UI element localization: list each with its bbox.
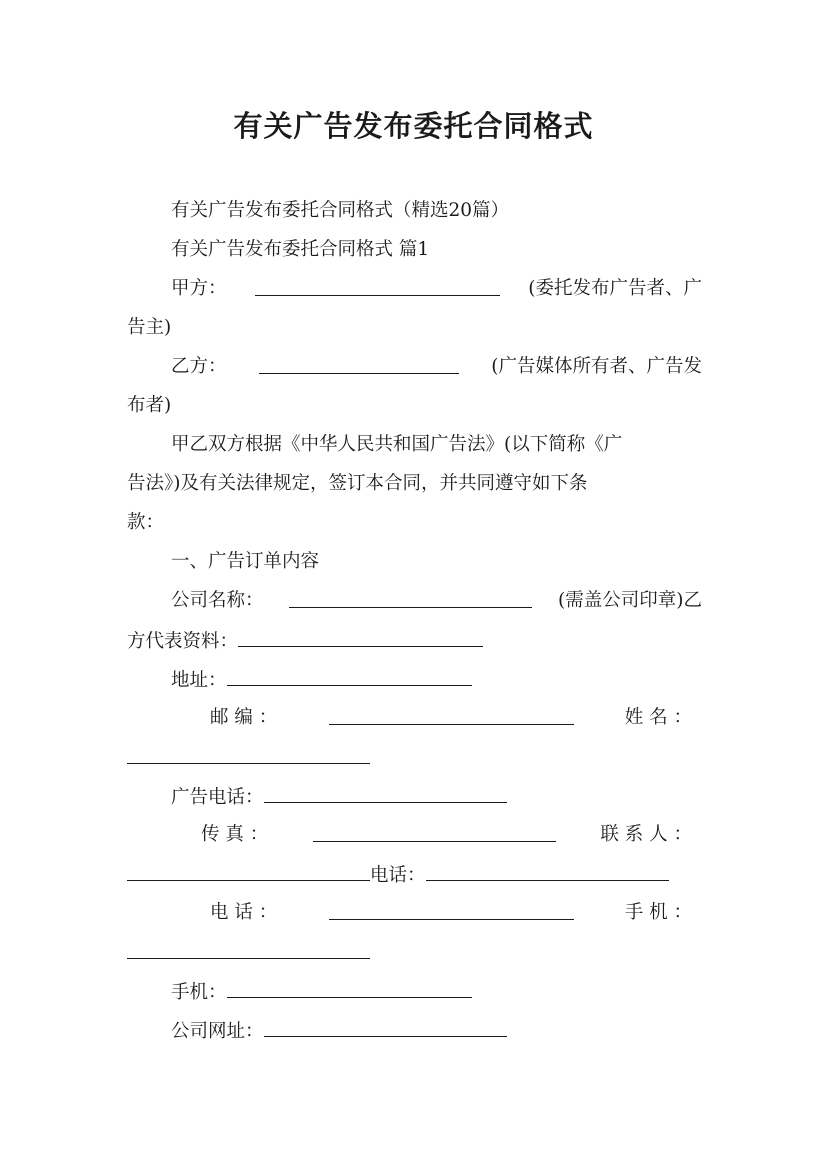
- company-name-note: (需盖公司印章)乙: [558, 590, 702, 611]
- phone-label-inline: 电话：: [370, 865, 426, 886]
- fax-line: [201, 823, 692, 847]
- fax-label: 传 真 ：: [201, 824, 269, 845]
- postcode-blank[interactable]: [329, 706, 574, 725]
- party-a-label: 甲方：: [171, 278, 227, 299]
- contact-blank[interactable]: [127, 862, 370, 881]
- party-b-label: 乙方：: [171, 356, 227, 377]
- document-subtitle: 有关广告发布委托合同格式（精选20篇）: [171, 200, 510, 221]
- phone-label: 电 话 ：: [210, 902, 278, 923]
- mobile-inline-blank-line: [127, 940, 702, 966]
- website-blank[interactable]: [264, 1018, 507, 1037]
- rep-label: 方代表资料：: [127, 631, 239, 652]
- party-b-line: [171, 355, 702, 379]
- ad-phone-blank[interactable]: [264, 784, 507, 803]
- intro-paragraph-line-2: 告法》)及有关法律规定，签订本合同，并共同遵守如下条: [127, 473, 588, 494]
- ad-phone-line: [171, 784, 702, 810]
- intro-paragraph-line-1: 甲乙双方根据《中华人民共和国广告法》(以下简称《广: [171, 434, 623, 455]
- mobile-inline-blank[interactable]: [127, 940, 370, 959]
- party-a-note: (委托发布广告者、广: [528, 278, 702, 299]
- party-a-blank[interactable]: [255, 277, 500, 296]
- postcode-label: 邮 编 ：: [210, 707, 278, 728]
- postcode-line: [210, 706, 692, 730]
- contact-label: 联 系 人 ：: [600, 824, 692, 845]
- company-name-label: 公司名称：: [171, 590, 264, 611]
- intro-paragraph-line-3: 款：: [127, 512, 165, 533]
- section-heading: 有关广告发布委托合同格式 篇1: [171, 239, 430, 260]
- name-label: 姓 名 ：: [624, 707, 692, 728]
- company-name-blank[interactable]: [289, 589, 532, 608]
- clause-heading: 一、广告订单内容: [171, 551, 320, 572]
- phone-line: [210, 901, 692, 925]
- rep-line: [127, 628, 702, 654]
- address-line: [171, 667, 702, 693]
- ad-phone-label: 广告电话：: [171, 787, 264, 808]
- phone-inline-blank[interactable]: [426, 862, 669, 881]
- party-a-note-cont: 告主): [127, 317, 172, 338]
- party-a-line: [171, 277, 702, 301]
- party-b-blank[interactable]: [259, 355, 459, 374]
- contact-line: [127, 862, 702, 888]
- party-b-note-cont: 布者): [127, 395, 172, 416]
- document-title: 有关广告发布委托合同格式: [233, 109, 594, 143]
- website-label: 公司网址：: [171, 1021, 264, 1042]
- mobile-blank[interactable]: [227, 979, 472, 998]
- fax-blank[interactable]: [313, 823, 556, 842]
- mobile-label: 手机：: [171, 982, 227, 1003]
- address-blank[interactable]: [227, 667, 472, 686]
- address-label: 地址：: [171, 670, 227, 691]
- company-name-line: [171, 589, 702, 613]
- name-blank[interactable]: [127, 745, 370, 764]
- rep-blank[interactable]: [238, 628, 483, 647]
- phone-blank[interactable]: [329, 901, 574, 920]
- name-blank-line: [127, 745, 702, 771]
- mobile-label-inline: 手 机 ：: [624, 902, 692, 923]
- party-b-note: (广告媒体所有者、广告发: [491, 356, 702, 377]
- website-line: [171, 1018, 702, 1044]
- mobile-line: [171, 979, 702, 1005]
